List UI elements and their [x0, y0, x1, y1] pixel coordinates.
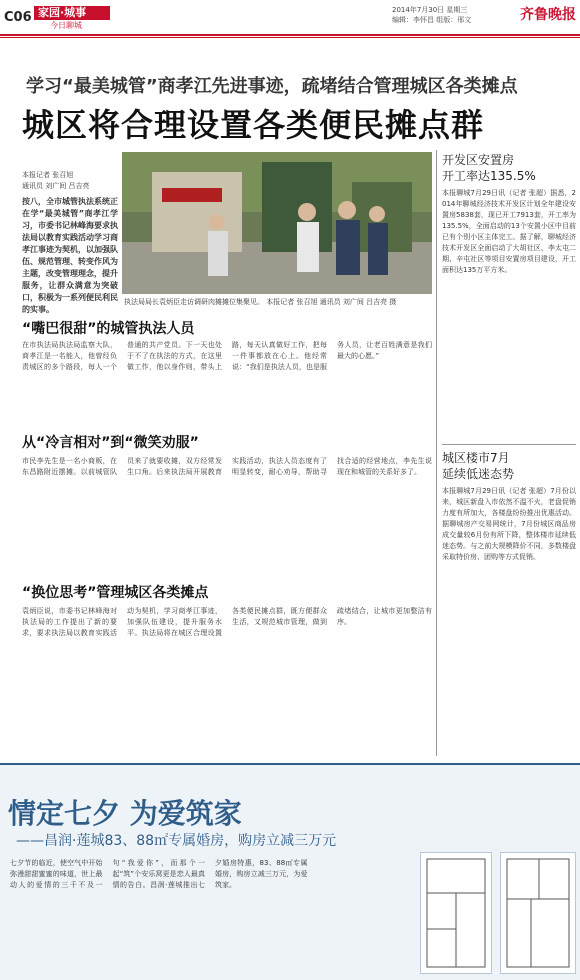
page-number: C06	[4, 10, 32, 25]
section-1-text: 在市执法局执法局监察大队，商孝江是一名能人，他曾经负责城区的多个路段，每人一个普通的共产党员。下一天也处于不了在执法的方式，在这里做工作，他以身作则，带头上路，每天认真做好工作，把每一件事都放在心上。他经常说：“我们是执法人员，也是服务人员，让老百姓满意是我们最大的心愿。”	[22, 341, 432, 371]
subhead-1: “嘴巴很甜”的城管执法人员	[22, 321, 195, 337]
subhead-3: “换位思考”管理城区各类摊点	[22, 585, 209, 601]
byline: 本报记者 张召旭 通讯员 刘广间 吕吉亮	[22, 171, 90, 190]
sidebar-title-2: 城区楼市7月 延续低迷态势	[442, 451, 515, 481]
edition-meta	[392, 5, 471, 25]
column-divider	[436, 150, 437, 756]
date-line: 2014年7月30日 星期三	[392, 6, 468, 14]
photo-illustration	[122, 152, 432, 294]
floor-plan-1	[420, 852, 492, 974]
sidebar-text-1: 本报聊城7月29日讯（记者 张超）据悉，2014年聊城经济技术开发区计划全年建设安置房5838套，现已开工7913套，开工率为135.5%，全面启动的13个安置小区中目前已有个别小区主体完工。据了解，聊城经济技术开发区全面启动了大胡社区、李太屯二期、辛屯社区等项目安置房项目建设，开工面积达135万平方米。	[442, 189, 576, 274]
sidebar-title-1: 开发区安置房 开工率达135.5%	[442, 153, 536, 183]
newspaper-logo: 齐鲁晚报	[520, 7, 576, 23]
editor-line: 编辑：李怀昌 组版：邢文	[392, 16, 472, 24]
section-3-text: 袁炳臣说，市委书记林峰海对执法局的工作提出了新的要求，要求执法局以教育实践活动为契机，学习商孝江事迹，加强队伍建设，提升服务水平。执法局将在城区合理设置各类便民摊点群，既方便群众生活，又规范城市管理，做到疏堵结合，让城市更加整洁有序。	[22, 607, 432, 637]
subsection-label: 今日聊城	[50, 21, 82, 30]
ad-subtitle: ——昌润·莲城83、88㎡专属婚房，购房立减三万元	[16, 833, 337, 849]
header-rule	[0, 34, 580, 36]
floor-plan-2-icon	[501, 853, 575, 973]
floor-plan-2	[500, 852, 576, 974]
photo-caption: 执法局局长袁炳臣走访调研肉摊摊位集聚见。 本报记者 张召旭 通讯员 刘广间 吕吉亮 摄	[124, 298, 397, 306]
kicker-headline: 学习“最美城管”商孝江先进事迹，疏堵结合管理城区各类摊点	[26, 76, 518, 97]
header-rule-thin	[0, 37, 580, 38]
section-label: 家园·城事	[34, 6, 110, 20]
sidebar-divider	[442, 444, 576, 445]
subhead-2: 从“冷言相对”到“微笑劝服”	[22, 435, 199, 451]
main-headline: 城区将合理设置各类便民摊点群	[22, 106, 485, 144]
floor-plan-1-icon	[421, 853, 491, 973]
lead-paragraph: 按八，全市城管执法系统正在学“最美城管”商孝江学习，市委书记林峰海要求执法局以教育实践活动学习商孝江事迹为契机，以加强队伍、规范管理、转变作风为主题，改变管理理念，提升服务，让群众满意为突破口，积极为一系列便民利民的实事。	[22, 197, 118, 314]
ad-title: 情定七夕 为爱筑家	[8, 797, 242, 830]
news-photo	[122, 152, 432, 294]
section-2-text: 市民李先生是一名小商贩，在东昌路附近摆摊。以前城管队员来了就要收摊，双方经常发生口角。后来执法局开展教育实践活动，执法人员态度有了明显转变，耐心劝导，帮助寻找合适的经营地点，李先生说现在和城管的关系好多了。	[22, 457, 432, 476]
ad-text: 七夕节的临近，使空气中开始弥漫甜甜蜜蜜的味道，世上最动人的爱情的三千不及一句“我爱你”，而那个一起“筑”个安乐窝更是恋人最真情的告白。昌润·莲城推出七夕婚房特惠，83、88㎡专属婚房，购房立减三万元，为爱筑家。	[10, 859, 308, 889]
sidebar-text-2: 本报聊城7月29日讯（记者 张超）7月份以来，城区新盘入市依然不温不火，老盘促销力度有所加大，各楼盘纷纷推出优惠活动。据聊城房产交易网统计，7月份城区商品房成交量较6月份有所下降，整体楼市延续低迷态势。与之前大规模降价不同，多数楼盘采取特价房、团购等方式促销。	[442, 487, 576, 561]
ad-top-rule	[0, 763, 580, 765]
